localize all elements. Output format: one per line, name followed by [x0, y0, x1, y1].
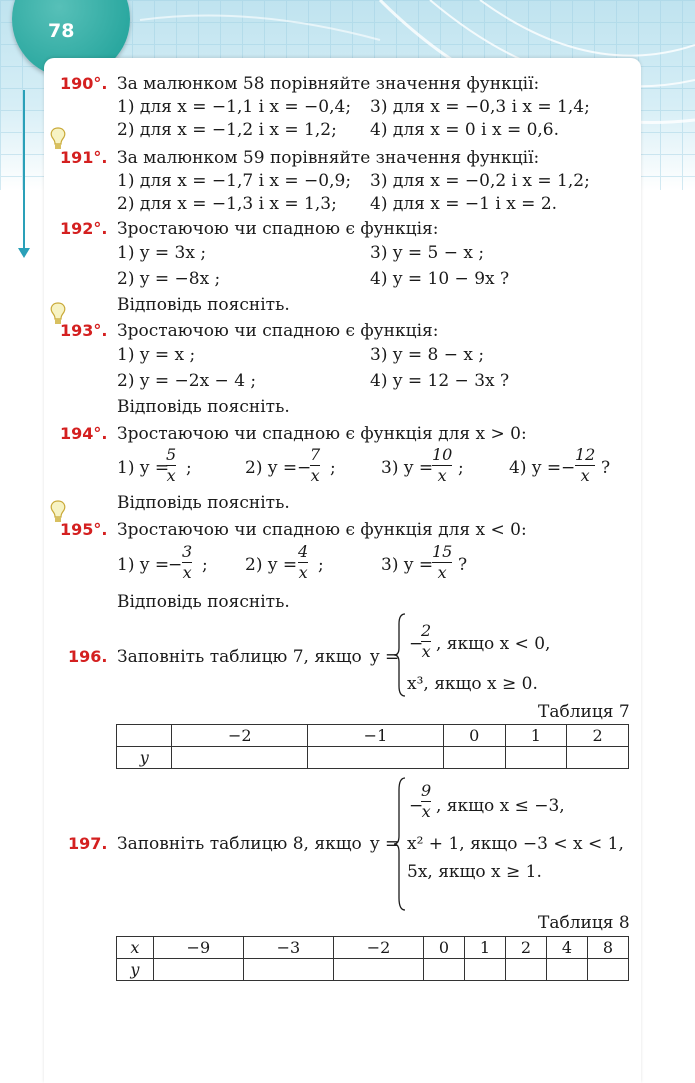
table-header-cell: 8 [587, 937, 628, 959]
problem-190-item-4: 4) для x = 0 і x = 0,6. [370, 120, 560, 140]
fraction: 7 x [310, 445, 321, 485]
problem-192-text: Зростаючою чи спадною є функція: [117, 219, 439, 239]
problem-194-item-1-label: 1) y = [117, 458, 170, 478]
item-end: ; [458, 458, 464, 478]
case-1-condition: , якщо x ≤ −3, [436, 796, 565, 816]
table-empty-cell [308, 747, 444, 769]
fraction: 10 x [432, 445, 453, 485]
problem-192-item-2: 2) y = −8x ; [117, 269, 221, 289]
problem-191-text: За малюнком 59 порівняйте значення функції: [117, 148, 540, 168]
item-end: ? [601, 458, 611, 478]
problem-197-text: Заповніть таблицю 8, якщо [117, 834, 362, 854]
problem-196-number: 196. [68, 647, 108, 666]
problem-195-number: 195°. [60, 520, 108, 539]
case-2-expression: x³, якщо x ≥ 0. [407, 674, 538, 694]
problem-194-number: 194°. [60, 424, 108, 443]
problem-194-item-3-label: 3) y = [381, 458, 434, 478]
problem-193-number: 193°. [60, 321, 108, 340]
table-empty-cell [567, 747, 629, 769]
table-empty-cell [505, 959, 546, 981]
problem-196-text: Заповніть таблицю 7, якщо [117, 647, 362, 667]
y-equals: y = [370, 647, 400, 667]
problem-193-item-2: 2) y = −2x − 4 ; [117, 371, 257, 391]
problem-197-number: 197. [68, 834, 108, 853]
problem-191-number: 191°. [60, 148, 108, 167]
brace-icon [392, 612, 408, 698]
problem-193-item-4: 4) y = 12 − 3x ? [370, 371, 510, 391]
table-header-cell: −2 [333, 937, 423, 959]
table-header-cell [117, 725, 172, 747]
fraction: 15 x [432, 542, 453, 582]
page-number: 78 [48, 20, 75, 42]
table-header-cell: 1 [465, 937, 506, 959]
problem-192-answer: Відповідь поясніть. [117, 295, 290, 315]
table-header-cell: 2 [567, 725, 629, 747]
margin-arrow-icon [18, 248, 30, 258]
fraction: 2 x [421, 621, 432, 661]
table-header-cell: x [117, 937, 154, 959]
fraction: 12 x [575, 445, 596, 485]
item-end: ; [318, 555, 324, 575]
minus-sign: − [561, 458, 576, 478]
problem-192-number: 192°. [60, 219, 108, 238]
table-header-row [117, 725, 629, 747]
problem-190-item-3: 3) для x = −0,3 і x = 1,4; [370, 97, 590, 117]
table-empty-cell [443, 747, 505, 769]
table-empty-cell [153, 959, 243, 981]
table-empty-cell [172, 747, 308, 769]
problem-195-item-2-label: 2) y = [245, 555, 298, 575]
table-header-cell: 2 [505, 937, 546, 959]
brace-icon [392, 776, 408, 912]
problem-195-answer: Відповідь поясніть. [117, 592, 290, 612]
table-row [117, 959, 629, 981]
y-equals: y = [370, 834, 400, 854]
problem-191-item-2: 2) для x = −1,3 і x = 1,3; [117, 194, 337, 214]
margin-line [23, 90, 25, 250]
problem-192-item-1: 1) y = 3x ; [117, 243, 207, 263]
table-7 [116, 724, 629, 769]
fraction: 3 x [182, 542, 193, 582]
problem-195-item-3-label: 3) y = [381, 555, 434, 575]
problem-194-item-2-label: 2) y = [245, 458, 298, 478]
problem-190-number: 190°. [60, 74, 108, 93]
table-header-cell: −3 [243, 937, 333, 959]
table-8 [116, 936, 629, 981]
table-header-cell: −1 [308, 725, 444, 747]
case-2-expression: x² + 1, якщо −3 < x < 1, [407, 834, 624, 854]
problem-193-item-1: 1) y = x ; [117, 345, 196, 365]
problem-192-item-4: 4) y = 10 − 9x ? [370, 269, 510, 289]
table-header-cell: −2 [172, 725, 308, 747]
item-end: ; [186, 458, 192, 478]
problem-190-item-2: 2) для x = −1,2 і x = 1,2; [117, 120, 337, 140]
table-empty-cell [505, 747, 567, 769]
fraction: 5 x [166, 445, 177, 485]
problem-193-text: Зростаючою чи спадною є функція: [117, 321, 439, 341]
table-empty-cell [243, 959, 333, 981]
minus-sign: − [168, 555, 183, 575]
item-end: ; [330, 458, 336, 478]
table-empty-cell [546, 959, 587, 981]
table-empty-cell [587, 959, 628, 981]
problem-194-item-4-label: 4) y = [509, 458, 562, 478]
case-1-condition: , якщо x < 0, [436, 634, 551, 654]
table-row-label: y [117, 959, 154, 981]
table-row-label: y [117, 747, 172, 769]
table-8-caption: Таблиця 8 [538, 913, 630, 933]
problem-193-answer: Відповідь поясніть. [117, 397, 290, 417]
problem-193-item-3: 3) y = 8 − x ; [370, 345, 485, 365]
problem-191-item-4: 4) для x = −1 і x = 2. [370, 194, 558, 214]
table-empty-cell [424, 959, 465, 981]
table-7-caption: Таблиця 7 [538, 702, 630, 722]
problem-191-item-1: 1) для x = −1,7 і x = −0,9; [117, 171, 352, 191]
item-end: ? [458, 555, 468, 575]
table-header-row [117, 937, 629, 959]
case-1-sign: − [409, 796, 424, 816]
item-end: ; [202, 555, 208, 575]
table-row [117, 747, 629, 769]
table-empty-cell [465, 959, 506, 981]
table-header-cell: 0 [443, 725, 505, 747]
problem-190-item-1: 1) для x = −1,1 і x = −0,4; [117, 97, 352, 117]
table-header-cell: 1 [505, 725, 567, 747]
fraction: 9 x [421, 781, 432, 821]
problem-192-item-3: 3) y = 5 − x ; [370, 243, 485, 263]
table-header-cell: 4 [546, 937, 587, 959]
minus-sign: − [297, 458, 312, 478]
problem-194-answer: Відповідь поясніть. [117, 493, 290, 513]
case-3-expression: 5x, якщо x ≥ 1. [407, 862, 542, 882]
table-header-cell: 0 [424, 937, 465, 959]
problem-195-text: Зростаючою чи спадною є функція для x < 0: [117, 520, 527, 540]
case-1-sign: − [409, 634, 424, 654]
problem-195-item-1-label: 1) y = [117, 555, 170, 575]
table-header-cell: −9 [153, 937, 243, 959]
fraction: 4 x [298, 542, 309, 582]
problem-194-text: Зростаючою чи спадною є функція для x > 0: [117, 424, 527, 444]
problem-191-item-3: 3) для x = −0,2 і x = 1,2; [370, 171, 590, 191]
problem-190-text: За малюнком 58 порівняйте значення функції: [117, 74, 540, 94]
table-empty-cell [333, 959, 423, 981]
